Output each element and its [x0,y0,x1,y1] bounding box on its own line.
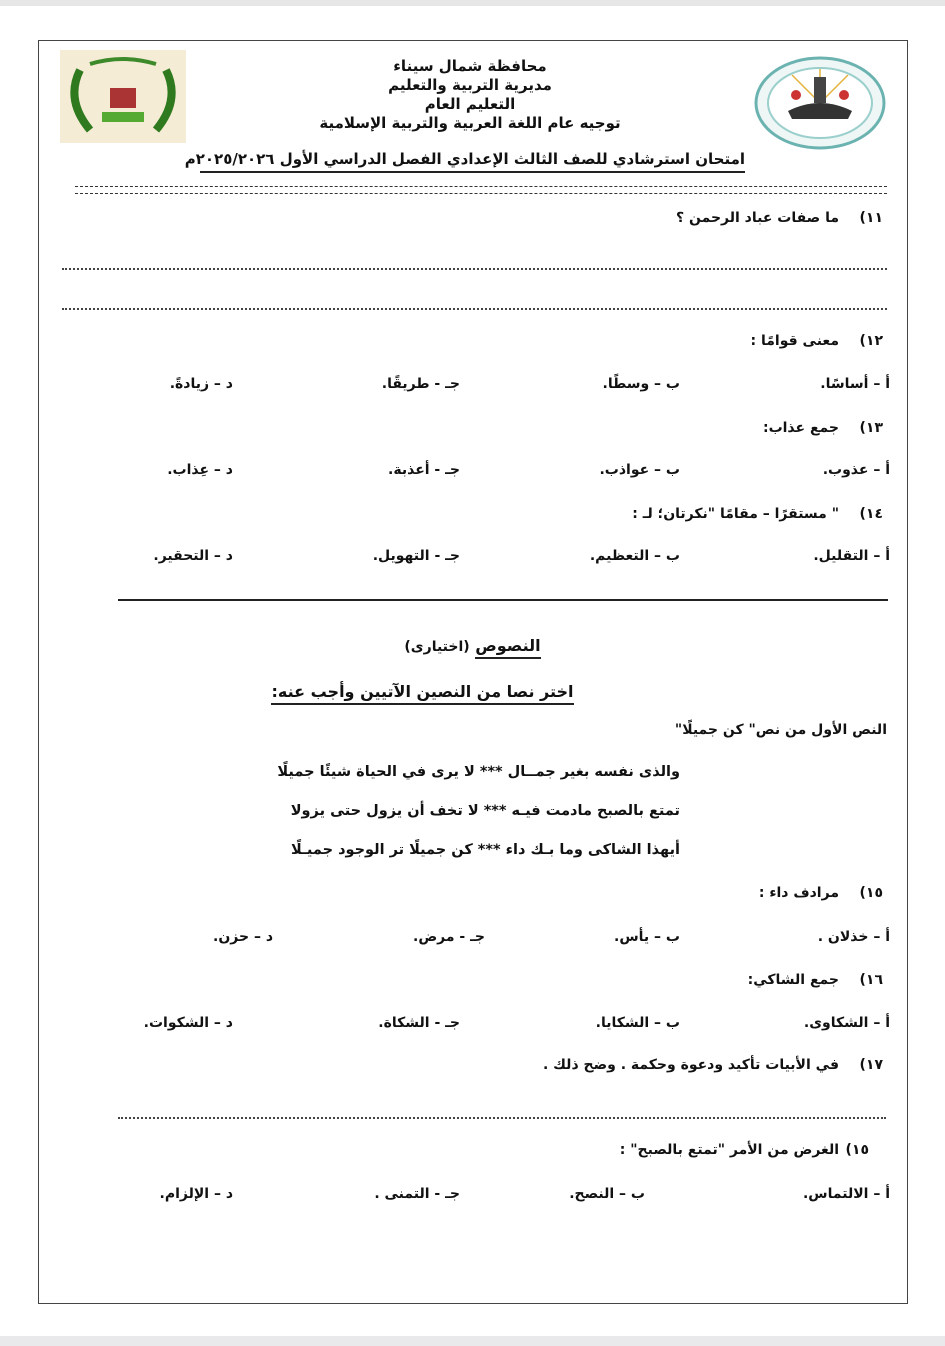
option-d[interactable]: د – الإلزام. [159,1186,233,1202]
answer-line[interactable] [62,308,887,310]
header-guidance: توجيه عام اللغة العربية والتربية الإسلامية [319,114,621,132]
question-number: ١٣) [859,420,883,436]
section-heading [0,636,945,655]
header-governorate: محافظة شمال سيناء [393,57,547,75]
option-a[interactable]: أ – التقليل. [813,548,890,564]
option-b[interactable]: ب – التعظيم. [589,548,680,564]
section-divider [118,599,888,601]
verse-3: أيهذا الشاكى وما بـك داء *** كن جميلًا تر الوجود جميـلًا [290,842,680,858]
question-text: ما صفات عباد الرحمن ؟ [675,210,839,226]
question-text: جمع عذاب: [762,420,839,436]
verse-2: تمتع بالصبح مادمت فيـه *** لا تخف أن يزول حتى يزولا [290,803,680,819]
option-a[interactable]: أ – الالتماس. [802,1186,890,1202]
option-a[interactable]: أ – عذوب. [822,462,890,478]
question-text: " مستقرًا – مقامًا "نكرتان؛ لـ : [632,506,839,522]
question-number: ١٤) [859,506,883,522]
option-c[interactable]: جـ - الشكاة. [378,1015,460,1031]
section-title: النصوص [475,636,540,659]
option-d[interactable]: د – عِذاب. [167,462,233,478]
question-text: مرادف داء : [758,885,839,901]
question-16 [748,972,883,988]
option-c[interactable]: جـ - التهويل. [372,548,460,564]
header-general-education: التعليم العام [424,95,516,113]
answer-line[interactable] [118,1117,886,1119]
top-band [0,0,945,6]
question-15b [620,1142,869,1158]
directorate-seal-logo [752,55,888,151]
question-15 [759,885,883,901]
header-directorate: مديرية التربية والتعليم [388,76,552,94]
option-b[interactable]: ب – يأس. [614,929,680,945]
option-a[interactable]: أ – أساسًا. [820,376,890,392]
question-11 [676,210,883,226]
question-text: جمع الشاكي: [747,972,839,988]
verse-1: والذى نفسه بغير جمــال *** لا يرى في الحياة شيئًا جميلًا [277,764,680,780]
question-12 [751,333,883,349]
question-number: ١٥) [859,885,883,901]
question-17 [543,1057,883,1073]
option-b[interactable]: ب – عواذب. [599,462,680,478]
option-d[interactable]: د – زيادةً. [169,376,233,392]
option-c[interactable]: جـ - أعذبة. [388,462,460,478]
question-text: معنى قوامًا : [750,333,839,349]
arabic-guidance-wreath-logo [60,50,186,143]
option-d[interactable]: د – الشكوات. [143,1015,233,1031]
option-b[interactable]: ب – وسطًا. [602,376,680,392]
separator-double-dashed [75,186,887,194]
page-border [38,40,908,1304]
option-b[interactable]: ب – النصح. [569,1186,645,1202]
question-number: ١١) [859,210,883,226]
bottom-band [0,1336,945,1346]
section-instruction [0,682,895,701]
question-text: في الأبيات تأكيد ودعوة وحكمة . وضح ذلك . [542,1057,839,1073]
answer-line[interactable] [62,268,887,270]
text-title: النص الأول من نص" كن جميلًا" [674,722,887,738]
option-d[interactable]: د – حزن. [213,929,273,945]
option-c[interactable]: جـ - التمنى . [374,1186,460,1202]
question-14 [632,506,883,522]
option-a[interactable]: أ – الشكاوى. [803,1015,890,1031]
option-c[interactable]: جـ - مرض. [413,929,485,945]
question-number: ١٦) [859,972,883,988]
option-c[interactable]: جـ - طريقًا. [381,376,460,392]
option-d[interactable]: د – التحقير. [153,548,233,564]
question-text: الغرض من الأمر "تمتع بالصبح" : [619,1142,839,1158]
question-13 [763,420,883,436]
exam-title: امتحان استرشادي للصف الثالث الإعدادي الفصل الدراسي الأول ٢٠٢٥/٢٠٢٦م [200,150,745,173]
instruction-text: اختر نصا من النصين الآتيين وأجب عنه: [271,682,573,705]
question-number: ١٧) [859,1057,883,1073]
question-number: ١٢) [859,333,883,349]
option-b[interactable]: ب – الشكايا. [595,1015,680,1031]
option-a[interactable]: أ – خذلان . [817,929,890,945]
question-number: ١٥) [845,1142,869,1158]
section-subtitle: (اختيارى) [404,639,470,655]
